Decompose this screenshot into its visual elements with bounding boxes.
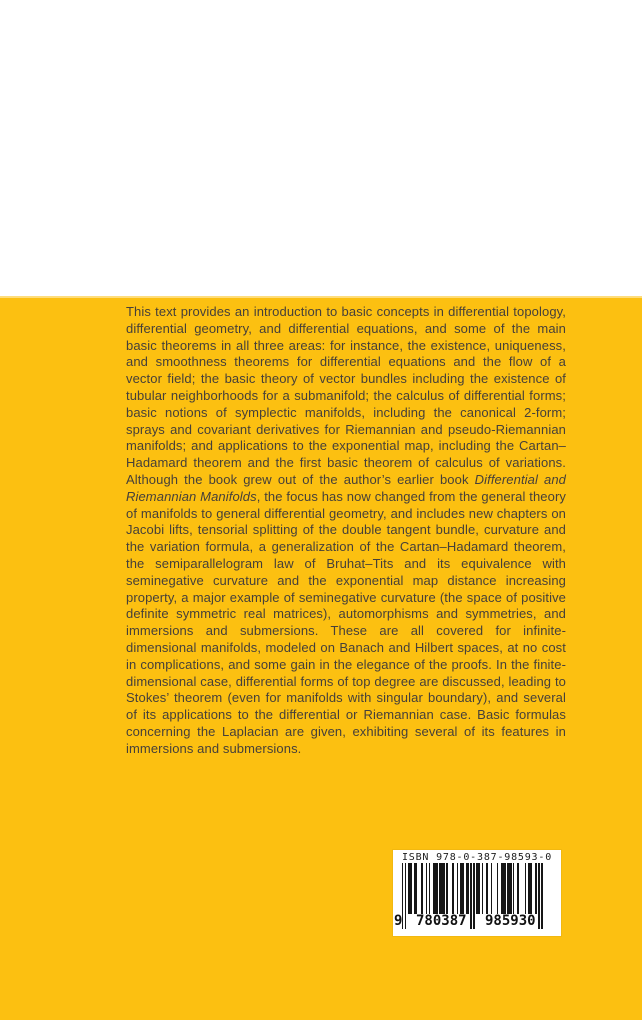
description-text-part1: This text provides an introduction to basic concepts in differential topology, differential geometry, and differential equations, and some of the main basic theorems in all three areas: for instance, the existence, uniqueness, and smoothness theorems for differential equations and the flow of a vector field; the basic theory of vector bundles including the existence of tubular neighborhoods for a submanifold; the calculus of differential forms; basic notions of symplectic manifolds, including the canonical 2-form; sprays and covariant derivatives for Riemannian and pseudo-Riemannian manifolds; and applications to the exponential map, including the Cartan–Hadamard theorem and the first basic theorem of calculus of variations. Although the book grew out of the author’s earlier book [126,304,566,487]
barcode-bar [443,863,444,914]
barcode-bar [541,863,542,929]
barcode-bar [482,863,483,914]
barcode-bar [452,863,453,914]
barcode-bar [463,863,464,914]
barcode-bar [513,863,514,914]
barcode-bar [436,863,437,914]
cover-yellow-panel [0,296,642,1020]
barcode-bar [535,863,536,914]
barcode-bar [415,863,416,914]
barcode-bar [411,863,412,914]
barcode-bar [497,863,498,914]
barcode-bar [405,863,406,929]
barcode-bar [473,863,474,929]
barcode-bar [429,863,430,914]
barcode-bar [457,863,458,914]
barcode-panel [393,850,561,936]
barcode-bar [538,863,539,929]
book-title-italic: Differential and Riemannian Manifolds [126,471,566,504]
description-text-part2: , the focus has now changed from the general theory of manifolds to general differential geometry, and includes new chapters on Jacobi lifts, tensorial splitting of the double tangent bundle, curvature and the variation formula, a generalization of the Cartan–Hadamard theorem, the semiparallelogram law of Bruhat–Tits and its equivalence with seminegative curvature and the exponential map distance increasing property, a major example of seminegative curvature (the space of positive definite symmetric real matrices), automorphisms and symmetries, and immersions and submersions. These are all covered for infinite-dimensional manifolds, modeled on Banach and Hilbert spaces, at no cost in complications, and some gain in the elegance of the proofs. In the finite-dimensional case, differential forms of top degree are discussed, leading to Stokes’ theorem (even for manifolds with singular boundary), and several of its applications to the differential or Riemannian case. Basic formulas concerning the Laplacian are given, exhibiting several of its features in immersions and submersions. [126,488,566,756]
cover-top-blank-area [0,0,642,296]
barcode-bar [426,863,427,914]
barcode-bar [421,863,422,914]
barcode-digits-group1: 780387 [416,913,467,929]
barcode-bar [470,863,471,929]
barcode-bar [491,863,492,914]
isbn-text: ISBN 978-0-387-98593-0 [401,852,553,863]
barcode-bar [517,863,518,914]
barcode-bar [531,863,532,914]
barcode-bar [479,863,480,914]
barcode-bar [467,863,468,914]
barcode-digits-group2: 985930 [485,913,536,929]
barcode-bar [504,863,505,914]
barcode-bar [510,863,511,914]
book-description [126,304,566,758]
barcode-bar [525,863,526,914]
barcode-bar [486,863,487,914]
barcode-bar [446,863,447,914]
barcode-digit-leading: 9 [394,913,403,929]
